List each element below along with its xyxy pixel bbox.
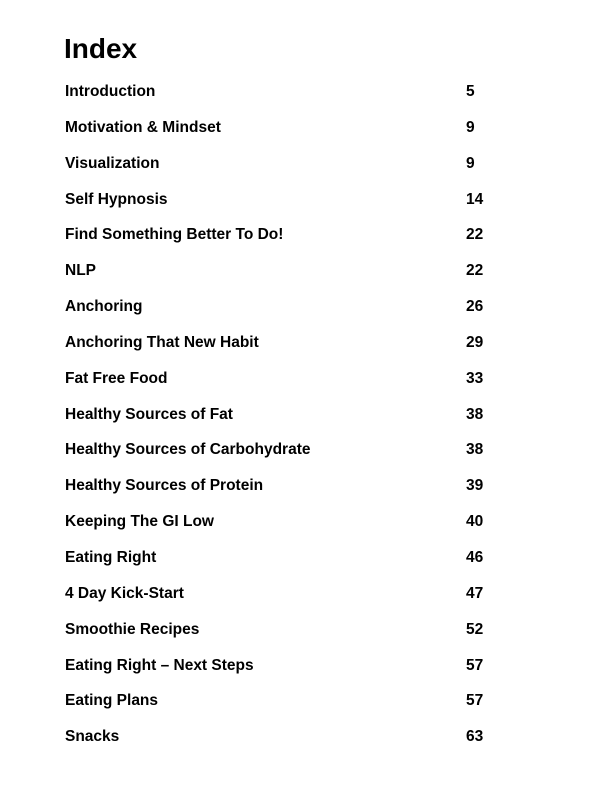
index-entry-page-number: 63	[466, 728, 484, 746]
index-entry-page-number: 22	[466, 262, 484, 280]
index-entry	[64, 547, 544, 583]
index-entry-title: Healthy Sources of Fat	[65, 405, 233, 423]
index-entry	[64, 117, 544, 153]
index-entry	[64, 224, 544, 260]
index-entry	[64, 439, 544, 475]
index-entry-title: Eating Right	[65, 548, 157, 566]
index-entry	[64, 332, 544, 368]
index-entry-page-number: 40	[466, 513, 484, 531]
index-list	[64, 81, 544, 762]
index-entry-page-number: 9	[466, 118, 475, 136]
index-entry-title: Introduction	[65, 83, 156, 100]
index-entry-title: Anchoring That New Habit	[65, 333, 259, 351]
index-entry-title: Self Hypnosis	[65, 190, 168, 208]
index-entry-page-number: 47	[466, 584, 484, 602]
index-entry	[64, 690, 544, 726]
index-entry-page-number: 52	[466, 620, 484, 638]
index-entry	[64, 296, 544, 332]
index-entry-page-number: 29	[466, 333, 484, 351]
index-entry-title: Motivation & Mindset	[65, 118, 221, 136]
index-entry-title: Fat Free Food	[65, 369, 168, 387]
index-entry-page-number: 46	[466, 548, 484, 566]
index-entry	[64, 511, 544, 547]
index-entry	[64, 153, 544, 189]
index-entry	[64, 260, 544, 296]
index-entry-title: Visualization	[65, 154, 160, 172]
index-entry-title: Eating Right – Next Steps	[65, 656, 254, 674]
index-entry-title: Anchoring	[65, 298, 143, 316]
index-entry	[64, 189, 544, 225]
index-entry	[64, 726, 544, 762]
index-entry-page-number: 38	[466, 405, 484, 423]
index-entry-title: Keeping The GI Low	[65, 513, 214, 531]
index-entry-page-number: 22	[466, 226, 484, 244]
index-entry-page-number: 9	[466, 154, 475, 172]
index-entry-title: Eating Plans	[65, 692, 159, 710]
index-entry	[64, 475, 544, 511]
index-entry-title: Snacks	[65, 728, 120, 746]
index-entry-page-number: 33	[466, 369, 484, 387]
index-entry-title: Find Something Better To Do!	[65, 226, 284, 244]
index-entry-page-number: 5	[466, 83, 475, 100]
index-entry-page-number: 39	[466, 477, 484, 495]
index-entry	[64, 655, 544, 691]
index-entry	[64, 404, 544, 440]
index-entry-page-number: 38	[466, 441, 484, 459]
index-entry-title: Smoothie Recipes	[65, 620, 200, 638]
index-entry-title: 4 Day Kick-Start	[65, 584, 184, 602]
index-entry	[64, 368, 544, 404]
index-entry	[64, 583, 544, 619]
index-entry-page-number: 14	[466, 190, 484, 208]
index-entry-page-number: 57	[466, 656, 484, 674]
index-entry	[64, 81, 544, 117]
page-title: Index	[64, 33, 138, 64]
index-entry-title: NLP	[65, 262, 96, 280]
index-entry-title: Healthy Sources of Carbohydrate	[65, 441, 311, 459]
index-entry-page-number: 57	[466, 692, 484, 710]
index-entry-title: Healthy Sources of Protein	[65, 477, 264, 495]
index-entry	[64, 619, 544, 655]
index-entry-page-number: 26	[466, 298, 484, 316]
